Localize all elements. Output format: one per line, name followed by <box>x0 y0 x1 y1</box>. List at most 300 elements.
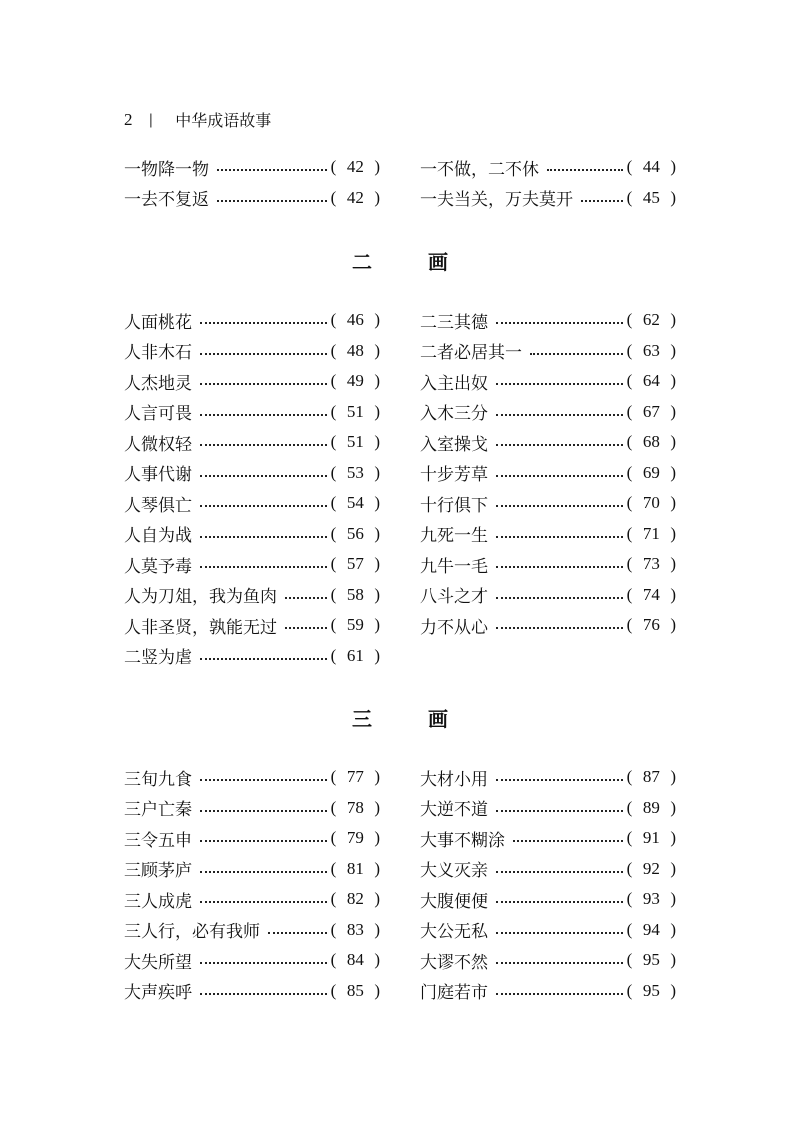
entry-title: 大义灭亲 <box>420 861 488 882</box>
entry-title: 人莫予毒 <box>124 556 192 577</box>
entry-page-number: 95 <box>642 980 660 1000</box>
entry-page-ref <box>331 341 380 361</box>
dot-leader <box>581 200 623 202</box>
dot-leader <box>200 901 327 903</box>
toc-entry <box>420 519 676 550</box>
paren-open: ( <box>330 554 337 574</box>
entry-page-number: 78 <box>346 797 364 817</box>
entry-page-number: 81 <box>346 858 364 878</box>
dot-leader <box>200 322 327 324</box>
toc-entry <box>420 152 676 183</box>
entry-page-ref <box>627 371 676 391</box>
toc-entry <box>124 854 380 885</box>
toc-entry <box>124 610 380 641</box>
paren-open: ( <box>626 584 633 604</box>
paren-open: ( <box>626 340 633 360</box>
toc-entry <box>420 793 676 824</box>
toc-entry <box>420 458 676 489</box>
entry-page-number: 42 <box>346 187 364 207</box>
paren-close: ) <box>670 157 676 177</box>
dot-leader <box>496 779 623 781</box>
paren-close: ) <box>670 340 676 360</box>
entry-title: 大谬不然 <box>420 952 488 973</box>
toc-entry <box>124 549 380 580</box>
paren-open: ( <box>330 371 337 391</box>
entry-title: 大材小用 <box>420 769 488 790</box>
entry-page-number: 59 <box>346 615 364 635</box>
entry-page-ref <box>331 859 380 879</box>
toc-entry <box>124 793 380 824</box>
paren-close: ) <box>374 371 380 391</box>
toc-entry <box>420 580 676 611</box>
paren-open: ( <box>626 919 633 939</box>
entry-title: 二三其德 <box>420 312 488 333</box>
paren-close: ) <box>670 310 676 330</box>
paren-open: ( <box>626 432 633 452</box>
entry-title: 十行俱下 <box>420 495 488 516</box>
paren-close: ) <box>670 615 676 635</box>
dot-leader <box>200 566 327 568</box>
entry-page-number: 91 <box>642 828 660 848</box>
entry-page-ref <box>627 798 676 818</box>
entry-title: 门庭若市 <box>420 983 488 1004</box>
dot-leader <box>496 414 623 416</box>
toc-entry <box>420 762 676 793</box>
entry-title: 人事代谢 <box>124 465 192 486</box>
entry-title: 大腹便便 <box>420 891 488 912</box>
paren-open: ( <box>330 187 337 207</box>
dot-leader <box>200 536 327 538</box>
paren-open: ( <box>626 371 633 391</box>
entry-title: 八斗之才 <box>420 587 488 608</box>
paren-close: ) <box>374 493 380 513</box>
paren-close: ) <box>374 523 380 543</box>
entry-page-ref <box>331 524 380 544</box>
paren-open: ( <box>330 645 337 665</box>
paren-close: ) <box>374 615 380 635</box>
paren-close: ) <box>374 462 380 482</box>
paren-close: ) <box>374 828 380 848</box>
entry-page-ref <box>627 859 676 879</box>
paren-close: ) <box>670 432 676 452</box>
entry-title: 入室操戈 <box>420 434 488 455</box>
entry-title: 九死一生 <box>420 526 488 547</box>
toc-entry <box>124 152 380 183</box>
entry-page-ref <box>627 615 676 635</box>
entry-title: 人自为战 <box>124 526 192 547</box>
toc-entry <box>124 945 380 976</box>
toc-entry <box>420 884 676 915</box>
paren-close: ) <box>670 584 676 604</box>
toc-entry <box>420 823 676 854</box>
entry-title: 一不做，二不休 <box>420 159 539 180</box>
dot-leader <box>200 414 327 416</box>
paren-open: ( <box>330 858 337 878</box>
entry-page-ref <box>331 646 380 666</box>
paren-close: ) <box>670 980 676 1000</box>
toc-entry <box>420 305 676 336</box>
paren-close: ) <box>374 584 380 604</box>
toc-entry <box>124 580 380 611</box>
entry-page-ref <box>627 432 676 452</box>
paren-open: ( <box>626 157 633 177</box>
entry-page-ref <box>331 463 380 483</box>
paren-close: ) <box>670 950 676 970</box>
entry-page-number: 89 <box>642 797 660 817</box>
dot-leader <box>496 962 623 964</box>
dot-leader <box>496 901 623 903</box>
entry-page-number: 53 <box>346 462 364 482</box>
dot-leader <box>496 993 623 995</box>
entry-title: 大逆不道 <box>420 800 488 821</box>
paren-close: ) <box>670 828 676 848</box>
paren-open: ( <box>330 919 337 939</box>
entry-title: 大失所望 <box>124 952 192 973</box>
entry-page-ref <box>627 157 676 177</box>
section-title-three-strokes: 三画 <box>352 707 504 731</box>
dot-leader <box>200 444 327 446</box>
dot-leader <box>200 383 327 385</box>
paren-close: ) <box>374 310 380 330</box>
dot-leader <box>513 840 623 842</box>
entry-page-number: 51 <box>346 432 364 452</box>
dot-leader <box>217 200 327 202</box>
entry-page-ref <box>331 402 380 422</box>
paren-close: ) <box>670 493 676 513</box>
paren-open: ( <box>330 493 337 513</box>
entry-title: 人为刀俎，我为鱼肉 <box>124 587 277 608</box>
dot-leader <box>200 353 327 355</box>
entry-title: 九牛一毛 <box>420 556 488 577</box>
dot-leader <box>200 658 327 660</box>
entry-page-number: 83 <box>346 919 364 939</box>
entry-title: 二者必居其一 <box>420 343 522 364</box>
entry-title: 三令五申 <box>124 830 192 851</box>
dot-leader <box>496 871 623 873</box>
toc-entry <box>124 397 380 428</box>
paren-close: ) <box>670 889 676 909</box>
entry-page-number: 77 <box>346 767 364 787</box>
paren-close: ) <box>374 645 380 665</box>
entry-page-ref <box>331 920 380 940</box>
entry-title: 二竖为虐 <box>124 648 192 669</box>
entry-page-number: 57 <box>346 554 364 574</box>
entry-page-ref <box>331 188 380 208</box>
dot-leader <box>496 597 623 599</box>
entry-page-ref <box>627 585 676 605</box>
paren-open: ( <box>330 767 337 787</box>
entry-title: 人杰地灵 <box>124 373 192 394</box>
toc-entry <box>420 336 676 367</box>
paren-open: ( <box>626 310 633 330</box>
toc-entry <box>420 945 676 976</box>
book-title: 中华成语故事 <box>175 111 272 130</box>
paren-open: ( <box>626 615 633 635</box>
entry-page-number: 87 <box>642 767 660 787</box>
entry-page-ref <box>331 615 380 635</box>
toc-entry <box>420 610 676 641</box>
paren-close: ) <box>670 462 676 482</box>
paren-open: ( <box>330 584 337 604</box>
toc-entry <box>124 183 380 214</box>
dot-leader <box>547 169 623 171</box>
entry-title: 入主出奴 <box>420 373 488 394</box>
entry-page-ref <box>627 524 676 544</box>
entry-page-ref <box>331 767 380 787</box>
entry-page-ref <box>627 828 676 848</box>
entry-page-ref <box>331 310 380 330</box>
entry-title: 人非木石 <box>124 343 192 364</box>
entry-page-ref <box>331 554 380 574</box>
toc-entry <box>420 397 676 428</box>
dot-leader <box>200 993 327 995</box>
paren-close: ) <box>374 401 380 421</box>
entry-title: 人言可畏 <box>124 404 192 425</box>
paren-open: ( <box>626 401 633 421</box>
toc-entry <box>124 976 380 1007</box>
entry-page-ref <box>331 157 380 177</box>
dot-leader <box>496 322 623 324</box>
dot-leader <box>200 840 327 842</box>
toc-entry <box>124 884 380 915</box>
entry-page-number: 69 <box>642 462 660 482</box>
entry-page-number: 56 <box>346 523 364 543</box>
dot-leader <box>268 932 327 934</box>
toc-entry <box>124 305 380 336</box>
dot-leader <box>496 627 623 629</box>
paren-close: ) <box>670 554 676 574</box>
entry-page-number: 58 <box>346 584 364 604</box>
entry-page-number: 46 <box>346 310 364 330</box>
paren-open: ( <box>626 950 633 970</box>
toc-entry <box>124 366 380 397</box>
paren-open: ( <box>330 157 337 177</box>
toc-entry <box>420 549 676 580</box>
entry-page-ref <box>331 889 380 909</box>
toc-entry <box>420 366 676 397</box>
paren-close: ) <box>374 554 380 574</box>
dot-leader <box>285 597 327 599</box>
paren-close: ) <box>374 157 380 177</box>
entry-title: 大事不糊涂 <box>420 830 505 851</box>
header-separator: | <box>148 111 154 128</box>
entry-page-ref <box>331 493 380 513</box>
entry-page-number: 54 <box>346 493 364 513</box>
toc-entry <box>124 427 380 458</box>
paren-close: ) <box>374 950 380 970</box>
entry-page-ref <box>627 341 676 361</box>
entry-title: 入木三分 <box>420 404 488 425</box>
toc-column-right <box>420 305 676 671</box>
toc-entry <box>420 488 676 519</box>
paren-open: ( <box>626 828 633 848</box>
entry-page-ref <box>331 371 380 391</box>
dot-leader <box>496 536 623 538</box>
entry-page-number: 93 <box>642 889 660 909</box>
entry-page-ref <box>627 463 676 483</box>
entry-page-ref <box>627 981 676 1001</box>
paren-close: ) <box>374 767 380 787</box>
entry-page-ref <box>627 920 676 940</box>
paren-open: ( <box>626 462 633 482</box>
entry-title: 三人行，必有我师 <box>124 922 260 943</box>
dot-leader <box>200 475 327 477</box>
paren-open: ( <box>626 980 633 1000</box>
entry-page-ref <box>627 554 676 574</box>
entry-page-ref <box>627 767 676 787</box>
paren-open: ( <box>330 950 337 970</box>
toc-entry <box>124 519 380 550</box>
toc-entry <box>124 762 380 793</box>
paren-close: ) <box>670 401 676 421</box>
paren-close: ) <box>374 340 380 360</box>
paren-open: ( <box>330 828 337 848</box>
paren-open: ( <box>330 462 337 482</box>
paren-close: ) <box>670 767 676 787</box>
entry-page-ref <box>627 402 676 422</box>
paren-open: ( <box>330 797 337 817</box>
entry-page-number: 45 <box>642 187 660 207</box>
paren-open: ( <box>330 340 337 360</box>
paren-open: ( <box>330 980 337 1000</box>
entry-page-number: 92 <box>642 858 660 878</box>
dot-leader <box>496 505 623 507</box>
running-header <box>124 108 271 131</box>
entry-page-number: 62 <box>642 310 660 330</box>
entry-title: 一去不复返 <box>124 190 209 211</box>
entry-page-number: 49 <box>346 371 364 391</box>
toc-entry <box>124 915 380 946</box>
paren-open: ( <box>330 310 337 330</box>
entry-title: 大声疾呼 <box>124 983 192 1004</box>
entry-page-ref <box>627 310 676 330</box>
entry-page-ref <box>627 950 676 970</box>
entry-page-number: 82 <box>346 889 364 909</box>
dot-leader <box>217 169 327 171</box>
entry-page-number: 84 <box>346 950 364 970</box>
entry-title: 一夫当关，万夫莫开 <box>420 190 573 211</box>
toc-entry <box>420 427 676 458</box>
entry-page-number: 63 <box>642 340 660 360</box>
dot-leader <box>285 627 327 629</box>
toc-entry <box>124 458 380 489</box>
dot-leader <box>200 810 327 812</box>
entry-page-ref <box>627 188 676 208</box>
entry-page-number: 71 <box>642 523 660 543</box>
dot-leader <box>496 475 623 477</box>
entry-page-number: 94 <box>642 919 660 939</box>
paren-open: ( <box>330 432 337 452</box>
paren-open: ( <box>626 858 633 878</box>
paren-open: ( <box>626 889 633 909</box>
paren-close: ) <box>670 797 676 817</box>
paren-close: ) <box>374 432 380 452</box>
paren-close: ) <box>670 371 676 391</box>
entry-title: 三旬九食 <box>124 769 192 790</box>
paren-open: ( <box>626 493 633 513</box>
dot-leader <box>200 962 327 964</box>
toc-column-left <box>124 152 380 213</box>
entry-page-ref <box>331 585 380 605</box>
dot-leader <box>496 383 623 385</box>
toc-entry <box>124 641 380 672</box>
dot-leader <box>496 810 623 812</box>
toc-entry <box>124 336 380 367</box>
entry-page-ref <box>627 889 676 909</box>
entry-page-number: 42 <box>346 157 364 177</box>
dot-leader <box>496 444 623 446</box>
dot-leader <box>496 566 623 568</box>
paren-close: ) <box>374 889 380 909</box>
toc-entry <box>420 183 676 214</box>
paren-close: ) <box>374 797 380 817</box>
toc-column-right <box>420 762 676 1006</box>
paren-close: ) <box>670 919 676 939</box>
entry-title: 人微权轻 <box>124 434 192 455</box>
entry-title: 大公无私 <box>420 922 488 943</box>
paren-close: ) <box>374 187 380 207</box>
toc-entry <box>124 823 380 854</box>
entry-page-number: 48 <box>346 340 364 360</box>
toc-column-left <box>124 762 380 1006</box>
entry-page-number: 73 <box>642 554 660 574</box>
paren-open: ( <box>626 554 633 574</box>
toc-section-two <box>124 305 676 671</box>
dot-leader <box>496 932 623 934</box>
paren-open: ( <box>626 187 633 207</box>
section-title-two-strokes: 二画 <box>352 250 504 274</box>
entry-page-number: 85 <box>346 980 364 1000</box>
paren-open: ( <box>330 523 337 543</box>
entry-page-number: 68 <box>642 432 660 452</box>
paren-open: ( <box>626 767 633 787</box>
entry-title: 人琴俱亡 <box>124 495 192 516</box>
entry-page-number: 70 <box>642 493 660 513</box>
paren-open: ( <box>330 401 337 421</box>
dot-leader <box>200 505 327 507</box>
entry-page-number: 61 <box>346 645 364 665</box>
entry-page-ref <box>627 493 676 513</box>
toc-column-left <box>124 305 380 671</box>
toc-top-block <box>124 152 676 213</box>
toc-column-right <box>420 152 676 213</box>
entry-page-number: 79 <box>346 828 364 848</box>
entry-page-ref <box>331 981 380 1001</box>
paren-close: ) <box>670 858 676 878</box>
entry-page-number: 64 <box>642 371 660 391</box>
entry-title: 三户亡秦 <box>124 800 192 821</box>
paren-open: ( <box>330 615 337 635</box>
paren-open: ( <box>626 797 633 817</box>
toc-entry <box>124 488 380 519</box>
dot-leader <box>530 353 623 355</box>
entry-page-number: 74 <box>642 584 660 604</box>
page-number: 2 <box>124 109 133 129</box>
entry-page-number: 95 <box>642 950 660 970</box>
entry-title: 三人成虎 <box>124 891 192 912</box>
paren-open: ( <box>626 523 633 543</box>
toc-section-three <box>124 762 676 1006</box>
entry-title: 人面桃花 <box>124 312 192 333</box>
entry-page-number: 76 <box>642 615 660 635</box>
entry-page-number: 67 <box>642 401 660 421</box>
toc-entry <box>420 915 676 946</box>
entry-page-ref <box>331 828 380 848</box>
paren-close: ) <box>670 187 676 207</box>
paren-open: ( <box>330 889 337 909</box>
entry-page-ref <box>331 432 380 452</box>
entry-page-number: 51 <box>346 401 364 421</box>
